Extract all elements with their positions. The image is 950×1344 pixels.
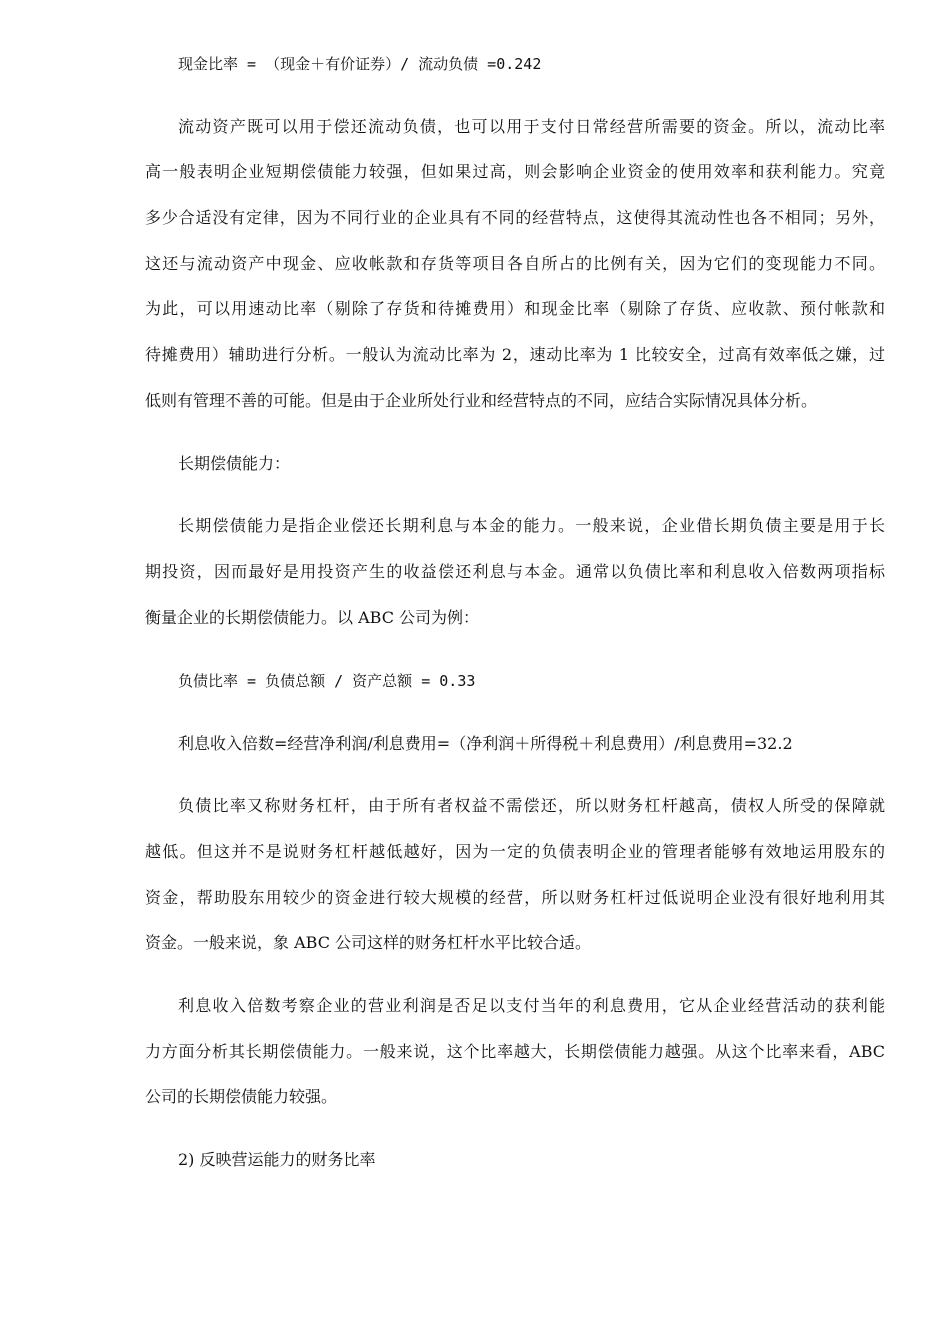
paragraph-line: 这还与流动资产中现金、应收帐款和存货等项目各自所占的比例有关，因为它们的变现能力不同。 [145, 254, 885, 273]
paragraph-line: 衡量企业的长期偿债能力。以 ABC 公司为例： [145, 608, 480, 627]
paragraph-line: 高一般表明企业短期偿债能力较强，但如果过高，则会影响企业资金的使用效率和获利能力。究竟 [145, 162, 885, 181]
paragraph-line: 力方面分析其长期偿债能力。一般来说，这个比率越大，长期偿债能力越强。从这个比率来看，ABC [145, 1042, 885, 1061]
paragraph-line: 期投资，因而最好是用投资产生的收益偿还利息与本金。通常以负债比率和利息收入倍数两项指标 [145, 562, 885, 581]
section-heading-operating: 2) 反映营运能力的财务比率 [178, 1150, 376, 1169]
paragraph-line: 流动资产既可以用于偿还流动负债，也可以用于支付日常经营所需要的资金。所以，流动比率 [178, 117, 885, 136]
paragraph-line: 公司的长期偿债能力较强。 [145, 1087, 338, 1106]
paragraph-line: 长期偿债能力是指企业偿还长期利息与本金的能力。一般来说，企业借长期负债主要是用于长 [178, 516, 885, 535]
paragraph-line: 多少合适没有定律，因为不同行业的企业具有不同的经营特点，这使得其流动性也各不相同；另外， [145, 208, 885, 227]
paragraph-line: 负债比率又称财务杠杆，由于所有者权益不需偿还，所以财务杠杆越高，债权人所受的保障就 [178, 796, 885, 815]
cash-ratio-formula: 现金比率 = （现金＋有价证券）/ 流动负债 =0.242 [178, 55, 542, 73]
paragraph-line: 为此，可以用速动比率（剔除了存货和待摊费用）和现金比率（剔除了存货、应收款、预付帐款和 [145, 299, 885, 318]
section-heading-long-term: 长期偿债能力： [178, 454, 291, 473]
paragraph-line: 资金。一般来说，象 ABC 公司这样的财务杠杆水平比较合适。 [145, 933, 592, 952]
paragraph-line: 低则有管理不善的可能。但是由于企业所处行业和经营特点的不同，应结合实际情况具体分析。 [145, 391, 818, 410]
paragraph-line: 资金，帮助股东用较少的资金进行较大规模的经营，所以财务杠杆过低说明企业没有很好地利用其 [145, 888, 885, 907]
interest-coverage-formula: 利息收入倍数=经营净利润/利息费用=（净利润＋所得税＋利息费用）/利息费用=32.2 [178, 734, 793, 753]
paragraph-line: 越低。但这并不是说财务杠杆越低越好，因为一定的负债表明企业的管理者能够有效地运用股东的 [145, 842, 885, 861]
paragraph-line: 待摊费用）辅助进行分析。一般认为流动比率为 2，速动比率为 1 比较安全，过高有效率低之嫌，过 [145, 345, 885, 364]
paragraph-line: 利息收入倍数考察企业的营业利润是否足以支付当年的利息费用，它从企业经营活动的获利能 [178, 996, 885, 1015]
debt-ratio-formula: 负债比率 = 负债总额 / 资产总额 = 0.33 [178, 672, 476, 690]
